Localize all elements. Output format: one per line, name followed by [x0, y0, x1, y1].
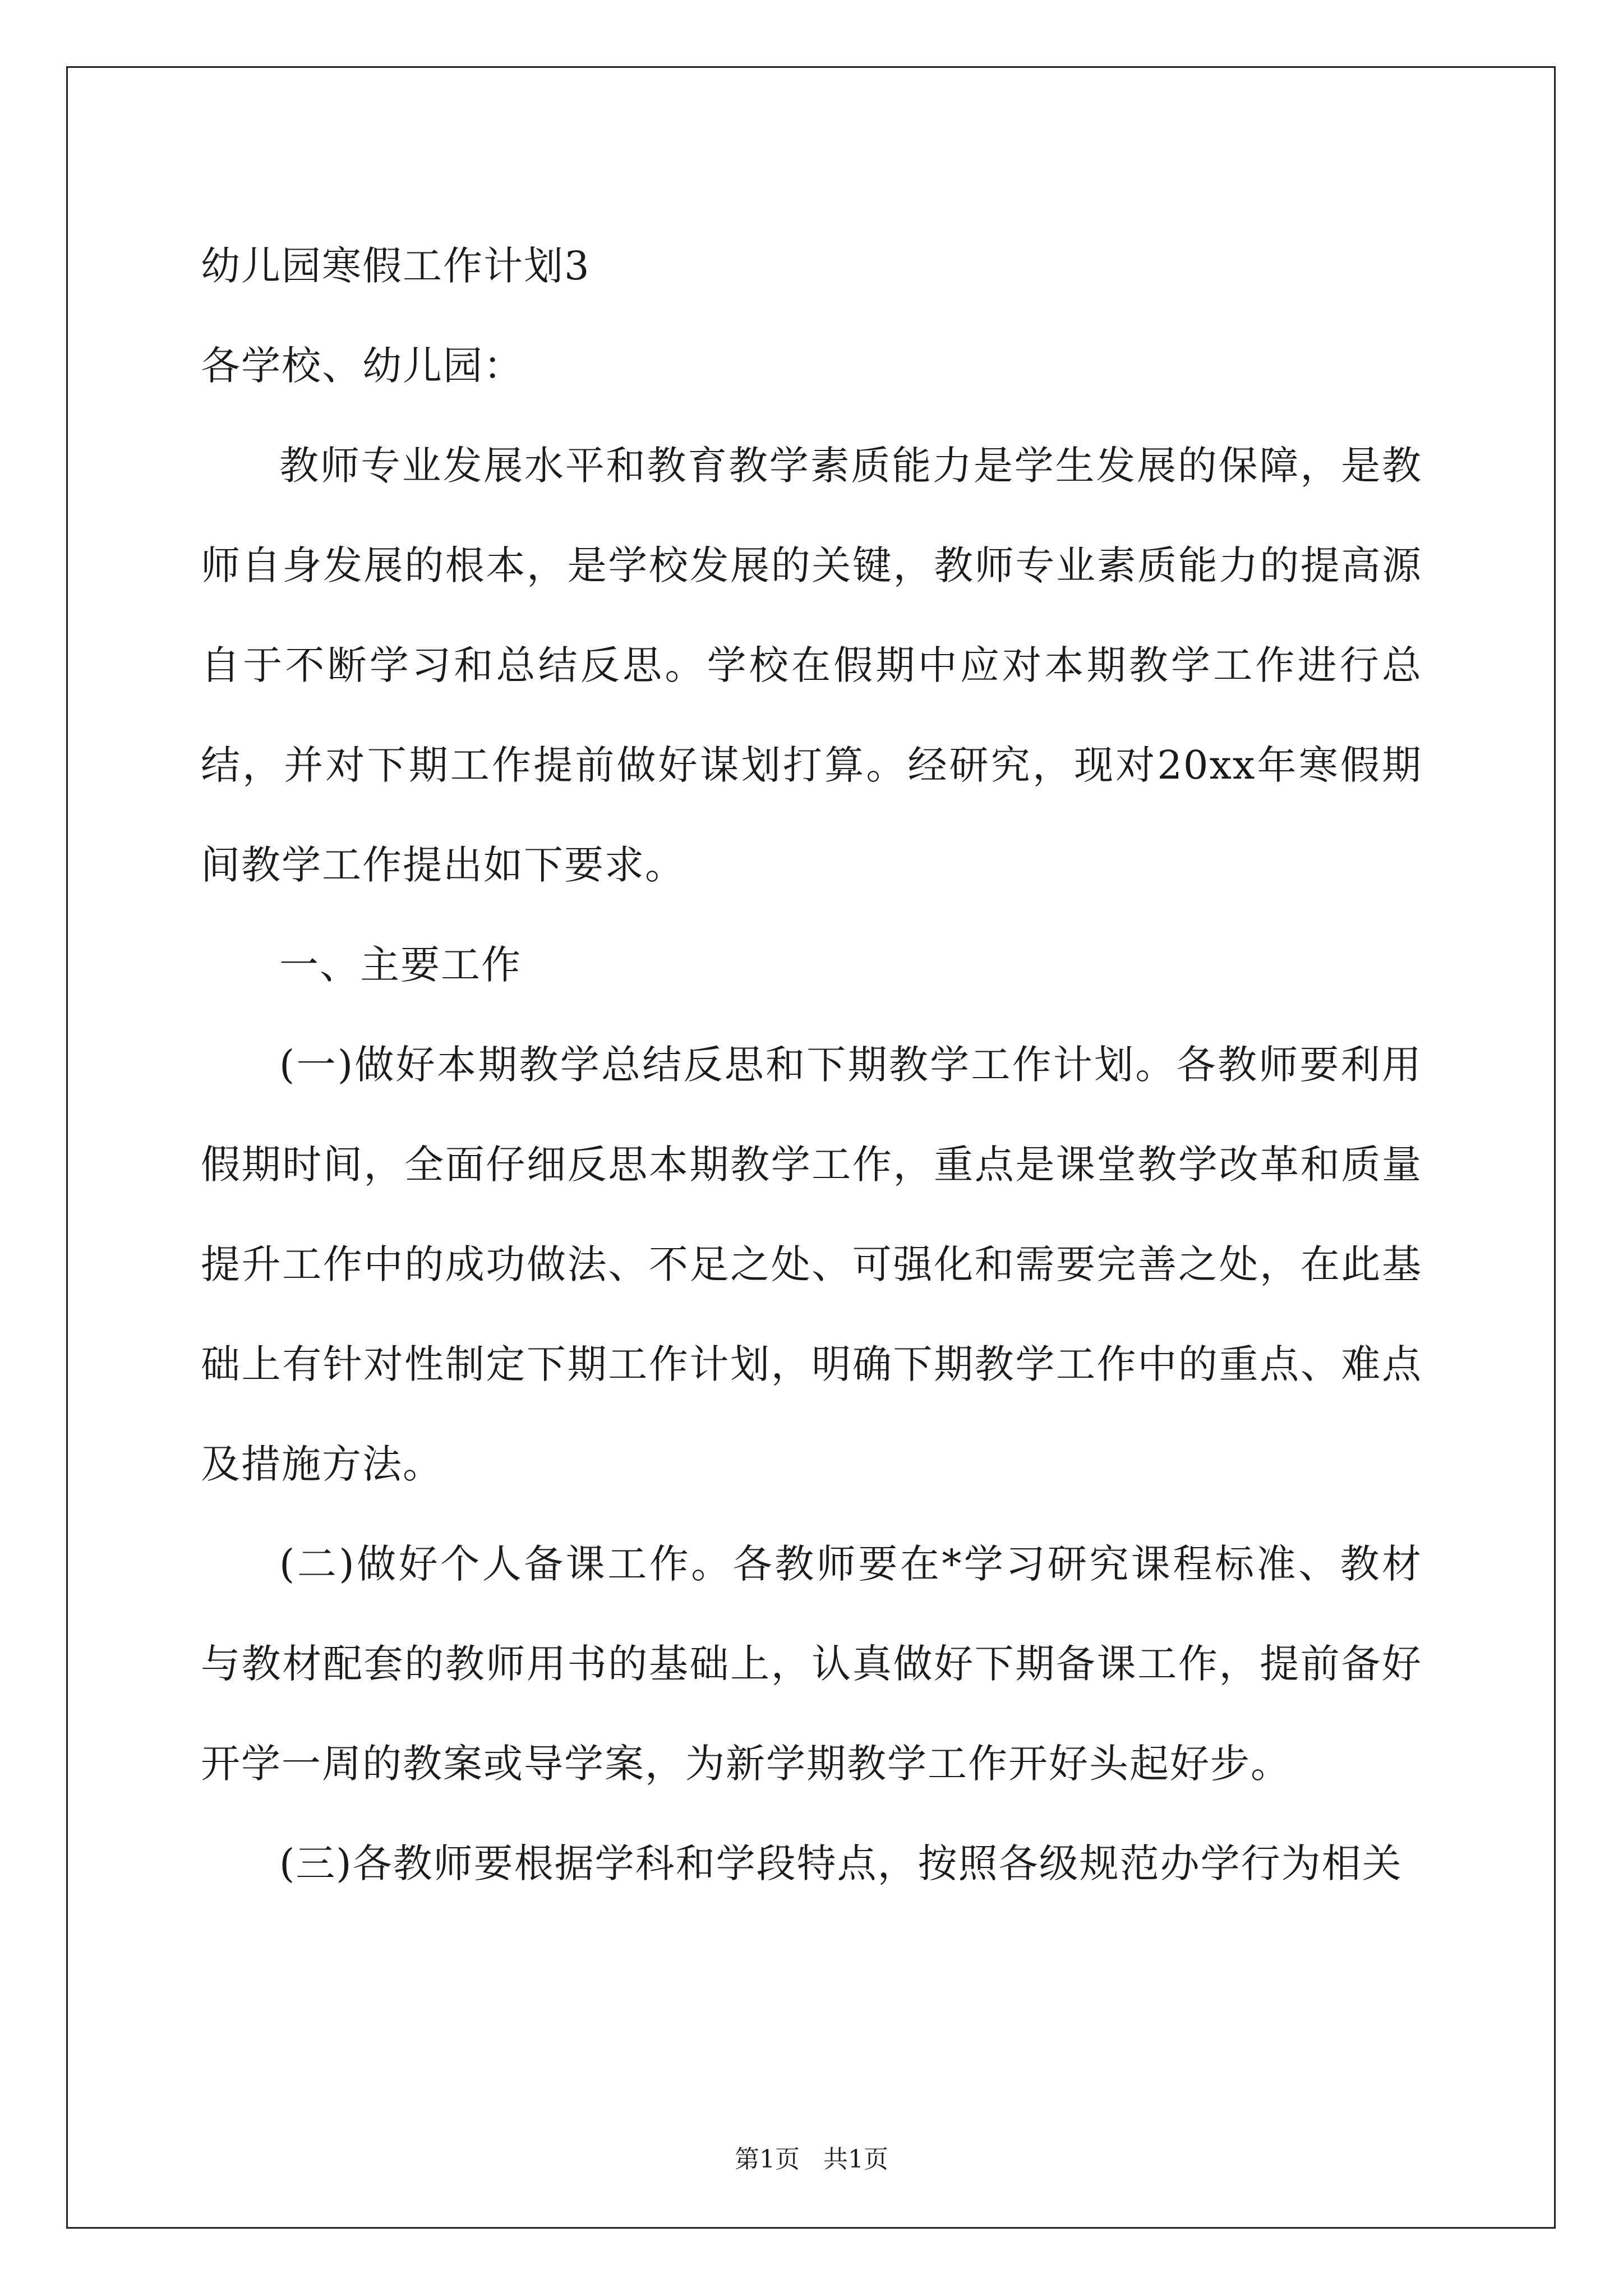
section-heading-main-work: 一、主要工作	[279, 942, 522, 988]
paragraph-item-3: (三)各教师要根据学科和学段特点，按照各级规范办学行为相关	[279, 1841, 1403, 1887]
paragraph-intro: 教师专业发展水平和教育教学素质能力是学生发展的保障，是教师自身发展的根本，是学校发展的关键，教师专业素质能力的提高源自于不断学习和总结反思。学校在假期中应对本期教学工作进行总结，并对下期工作提前做好谋划打算。经研究，现对20xx年寒假期间教学工作提出如下要求。	[201, 443, 1422, 888]
document-body	[201, 216, 1422, 1913]
paragraph-item-1: (一)做好本期教学总结反思和下期教学工作计划。各教师要利用假期时间，全面仔细反思本期教学工作，重点是课堂教学改革和质量提升工作中的成功做法、不足之处、可强化和需要完善之处，在此基础上有针对性制定下期工作计划，明确下期教学工作中的重点、难点及措施方法。	[201, 1042, 1422, 1487]
paragraph-item-2: (二)做好个人备课工作。各教师要在*学习研究课程标准、教材与教材配套的教师用书的基础上，认真做好下期备课工作，提前备好开学一周的教案或导学案，为新学期教学工作开好头起好步。	[201, 1541, 1422, 1787]
document-title: 幼儿园寒假工作计划3	[201, 243, 591, 289]
salutation: 各学校、幼儿园：	[201, 343, 524, 389]
page-footer: 第1页 共1页	[735, 2145, 888, 2174]
